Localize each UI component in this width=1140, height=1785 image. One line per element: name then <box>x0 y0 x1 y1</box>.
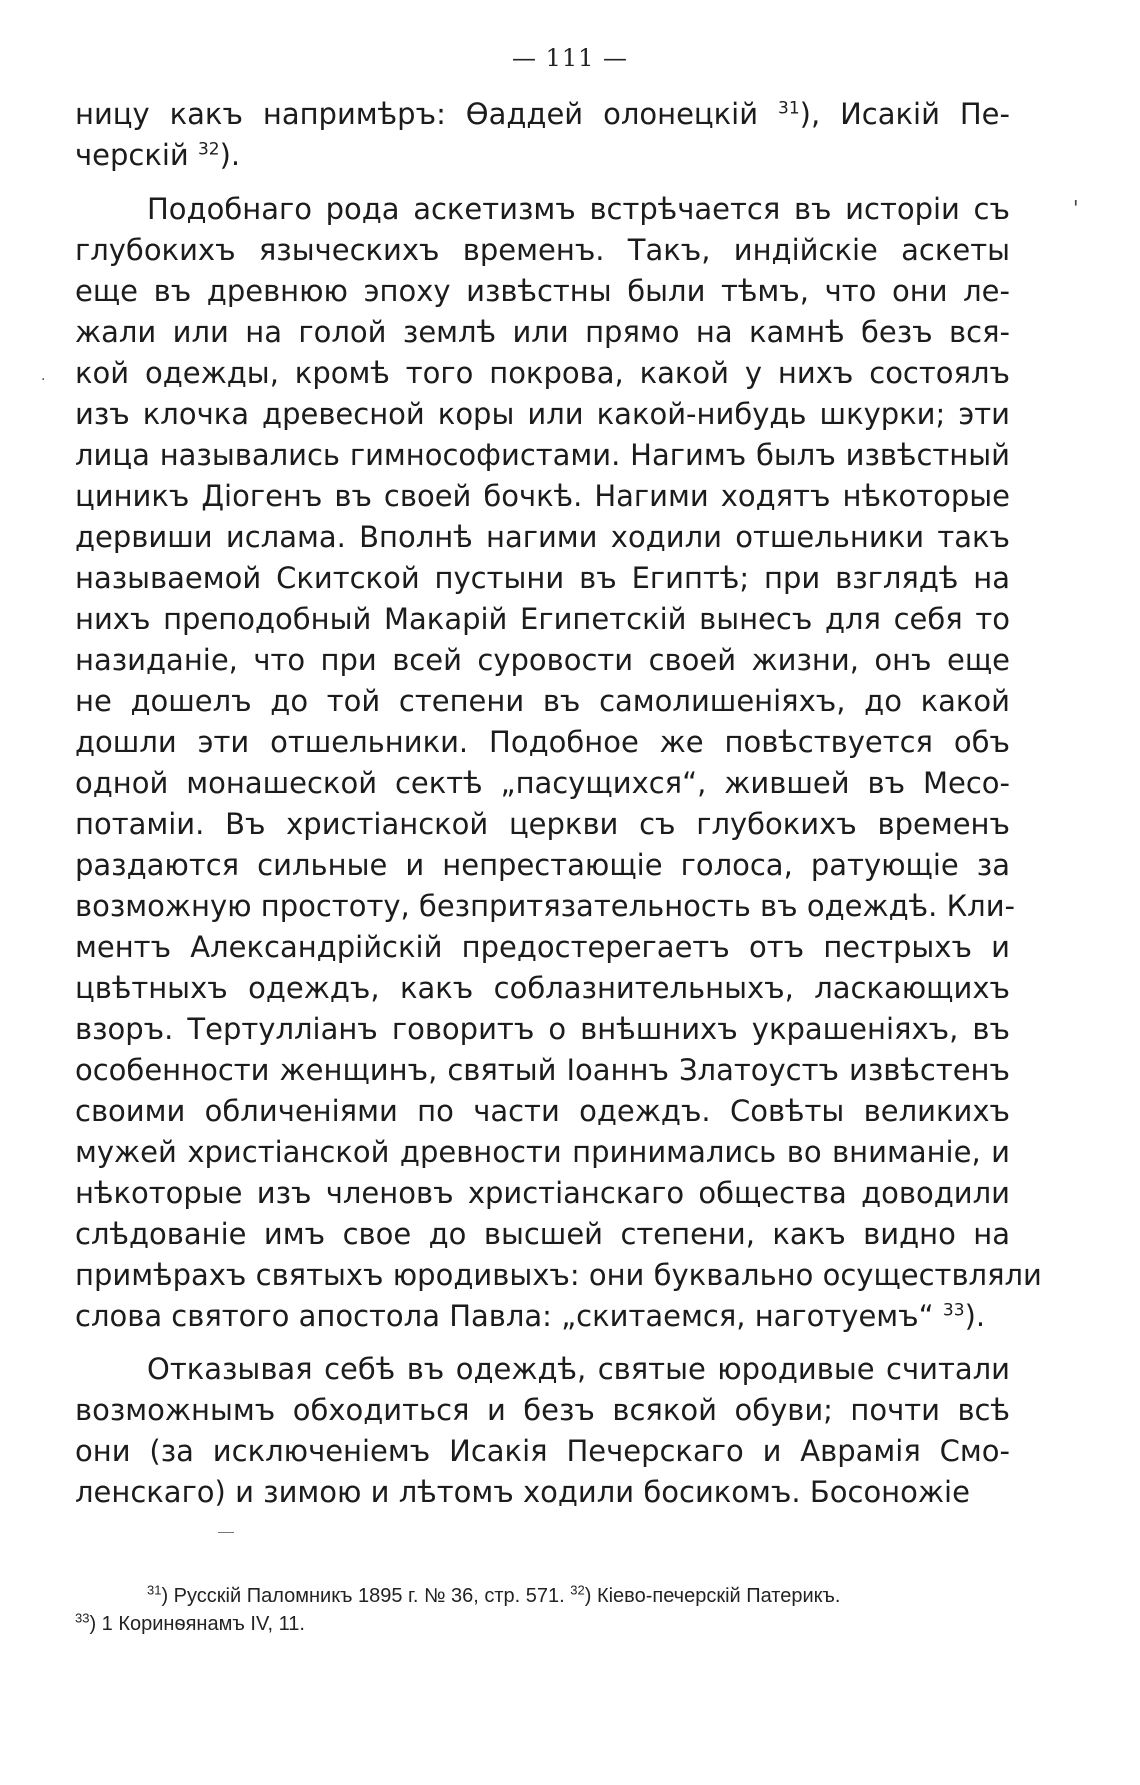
text-line <box>75 1390 1010 1430</box>
line-text: дервиши ислама. Вполнѣ нагими ходили отшельники такъ <box>75 520 1010 554</box>
line-text: потаміи. Въ христіанской церкви съ глубокихъ временъ <box>75 807 1010 841</box>
text-line <box>75 886 1016 926</box>
line-text: раздаются сильные и непрестающіе голоса, ратующіе за <box>75 848 1010 882</box>
line-text: возможнымъ обходиться и безъ всякой обуви; почти всѣ <box>75 1393 1010 1427</box>
text-line <box>75 640 1010 680</box>
text-line <box>75 1255 1042 1295</box>
footnote-ref: 33 <box>942 1300 965 1321</box>
line-text: циникъ Діогенъ въ своей бочкѣ. Нагими ходятъ нѣкоторые <box>75 479 1010 513</box>
page-number: — 111 — <box>511 44 629 72</box>
line-text: ленскаго) и зимою и лѣтомъ ходили босикомъ. Босоножіе <box>75 1475 970 1509</box>
text-line <box>75 558 1010 598</box>
text-line <box>75 435 1010 475</box>
line-text: цвѣтныхъ одеждъ, какъ соблазнительныхъ, ласкающихъ <box>75 971 1010 1005</box>
line-text: назиданіе, что при всей суровости своей жизни, онъ еще <box>75 643 1010 677</box>
text-line <box>75 271 1010 311</box>
line-text: мужей христіанской древности принимались во вниманіе, и <box>75 1135 1010 1169</box>
line-text: изъ клочка древесной коры или какой-нибудь шкурки; эти <box>75 397 1010 431</box>
line-text: своими обличеніями по части одеждъ. Совѣты великихъ <box>75 1094 1010 1128</box>
text-line <box>75 1173 1010 1213</box>
line-text: ницу какъ напримѣръ: Ѳаддей олонецкій <box>75 97 779 131</box>
line-text: еще въ древнюю эпоху извѣстны были тѣмъ, что они ле- <box>75 274 1010 308</box>
line-text: они (за исключеніемъ Исакія Печерскаго и Аврамія Смо- <box>75 1434 1010 1468</box>
ink-speck: · <box>41 372 46 388</box>
text-line <box>75 1009 1010 1049</box>
line-text: черскій <box>75 138 198 172</box>
text-line <box>75 353 1010 393</box>
footnote-number: 31 <box>147 1582 162 1598</box>
line-text: ментъ Александрійскій предостерегаетъ отъ пестрыхъ и <box>75 930 1010 964</box>
text-line <box>75 230 1010 270</box>
line-text: взоръ. Тертулліанъ говоритъ о внѣшнихъ украшеніяхъ, въ <box>75 1012 1010 1046</box>
text-line <box>75 968 1010 1008</box>
line-text: возможную простоту, безпритязательность въ одеждѣ. Кли- <box>75 889 1016 923</box>
text-line <box>75 1132 1010 1172</box>
footnote-line-2 <box>75 1610 305 1638</box>
footnote-ref: 32 <box>197 139 220 160</box>
line-text: примѣрахъ святыхъ юродивыхъ: они буквально осуществляли <box>75 1258 1042 1292</box>
line-text: называемой Скитской пустыни въ Египтѣ; при взглядѣ на <box>75 561 1010 595</box>
footnote-text: ) 1 Коринѳянамъ IV, 11. <box>89 1613 305 1635</box>
text-line <box>75 763 1010 803</box>
line-text: лица назывались гимнософистами. Нагимъ былъ извѣстный <box>75 438 1010 472</box>
line-text: Отказывая себѣ въ одеждѣ, святые юродивые считали <box>147 1352 1010 1386</box>
line-text: глубокихъ языческихъ временъ. Такъ, индійскіе аскеты <box>75 233 1010 267</box>
text-line <box>75 1050 1010 1090</box>
text-line <box>75 722 1010 762</box>
text-line <box>75 312 1010 352</box>
footnote-rule <box>218 1532 234 1533</box>
footnote-text: ) Кіево-печерскій Патерикъ. <box>584 1585 841 1607</box>
line-text: особенности женщинъ, святый Іоаннъ Златоустъ извѣстенъ <box>75 1053 1010 1087</box>
text-line <box>75 1431 1010 1471</box>
text-line <box>75 599 1010 639</box>
text-line <box>75 476 1010 516</box>
line-text-tail: ). <box>219 138 241 172</box>
footnote-text: ) Русскій Паломникъ 1895 г. № 36, стр. 571. <box>161 1585 571 1607</box>
text-line <box>75 1296 1010 1336</box>
line-text: жали или на голой землѣ или прямо на камнѣ безъ вся- <box>75 315 1010 349</box>
footnote-number: 33 <box>75 1610 90 1626</box>
line-text: кой одежды, кромѣ того покрова, какой у нихъ состоялъ <box>75 356 1010 390</box>
text-line <box>75 135 1010 175</box>
text-line <box>75 927 1010 967</box>
text-line <box>75 517 1010 557</box>
line-text: дошли эти отшельники. Подобное же повѣствуется объ <box>75 725 1010 759</box>
line-text-tail: ), Исакій Пе- <box>799 97 1010 131</box>
text-line <box>75 1214 1010 1254</box>
line-text: нѣкоторые изъ членовъ христіанскаго общества доводили <box>75 1176 1010 1210</box>
text-line <box>75 681 1010 721</box>
text-line <box>75 1091 1010 1131</box>
line-text: нихъ преподобный Макарій Египетскій вынесъ для себя то <box>75 602 1010 636</box>
line-text-tail: ). <box>964 1299 986 1333</box>
text-line <box>147 1349 1010 1389</box>
footnote-ref: 31 <box>778 98 800 119</box>
text-line <box>75 394 1010 434</box>
footnote-line-1 <box>147 1582 840 1610</box>
ink-speck: ' <box>1073 196 1079 220</box>
line-text: слѣдованіе имъ свое до высшей степени, какъ видно на <box>75 1217 1010 1251</box>
text-line <box>147 189 1010 229</box>
text-line <box>75 804 1010 844</box>
line-text: одной монашеской сектѣ „пасущихся“, жившей въ Месо- <box>75 766 1010 800</box>
text-line <box>75 1472 1010 1512</box>
line-text: не дошелъ до той степени въ самолишеніяхъ, до какой <box>75 684 1010 718</box>
text-line <box>75 845 1010 885</box>
text-line <box>75 94 1010 134</box>
footnote-number: 32 <box>570 1582 585 1598</box>
line-text: слова святого апостола Павла: „скитаемся, наготуемъ“ <box>75 1299 943 1333</box>
line-text: Подобнаго рода аскетизмъ встрѣчается въ исторіи съ <box>147 192 1010 226</box>
